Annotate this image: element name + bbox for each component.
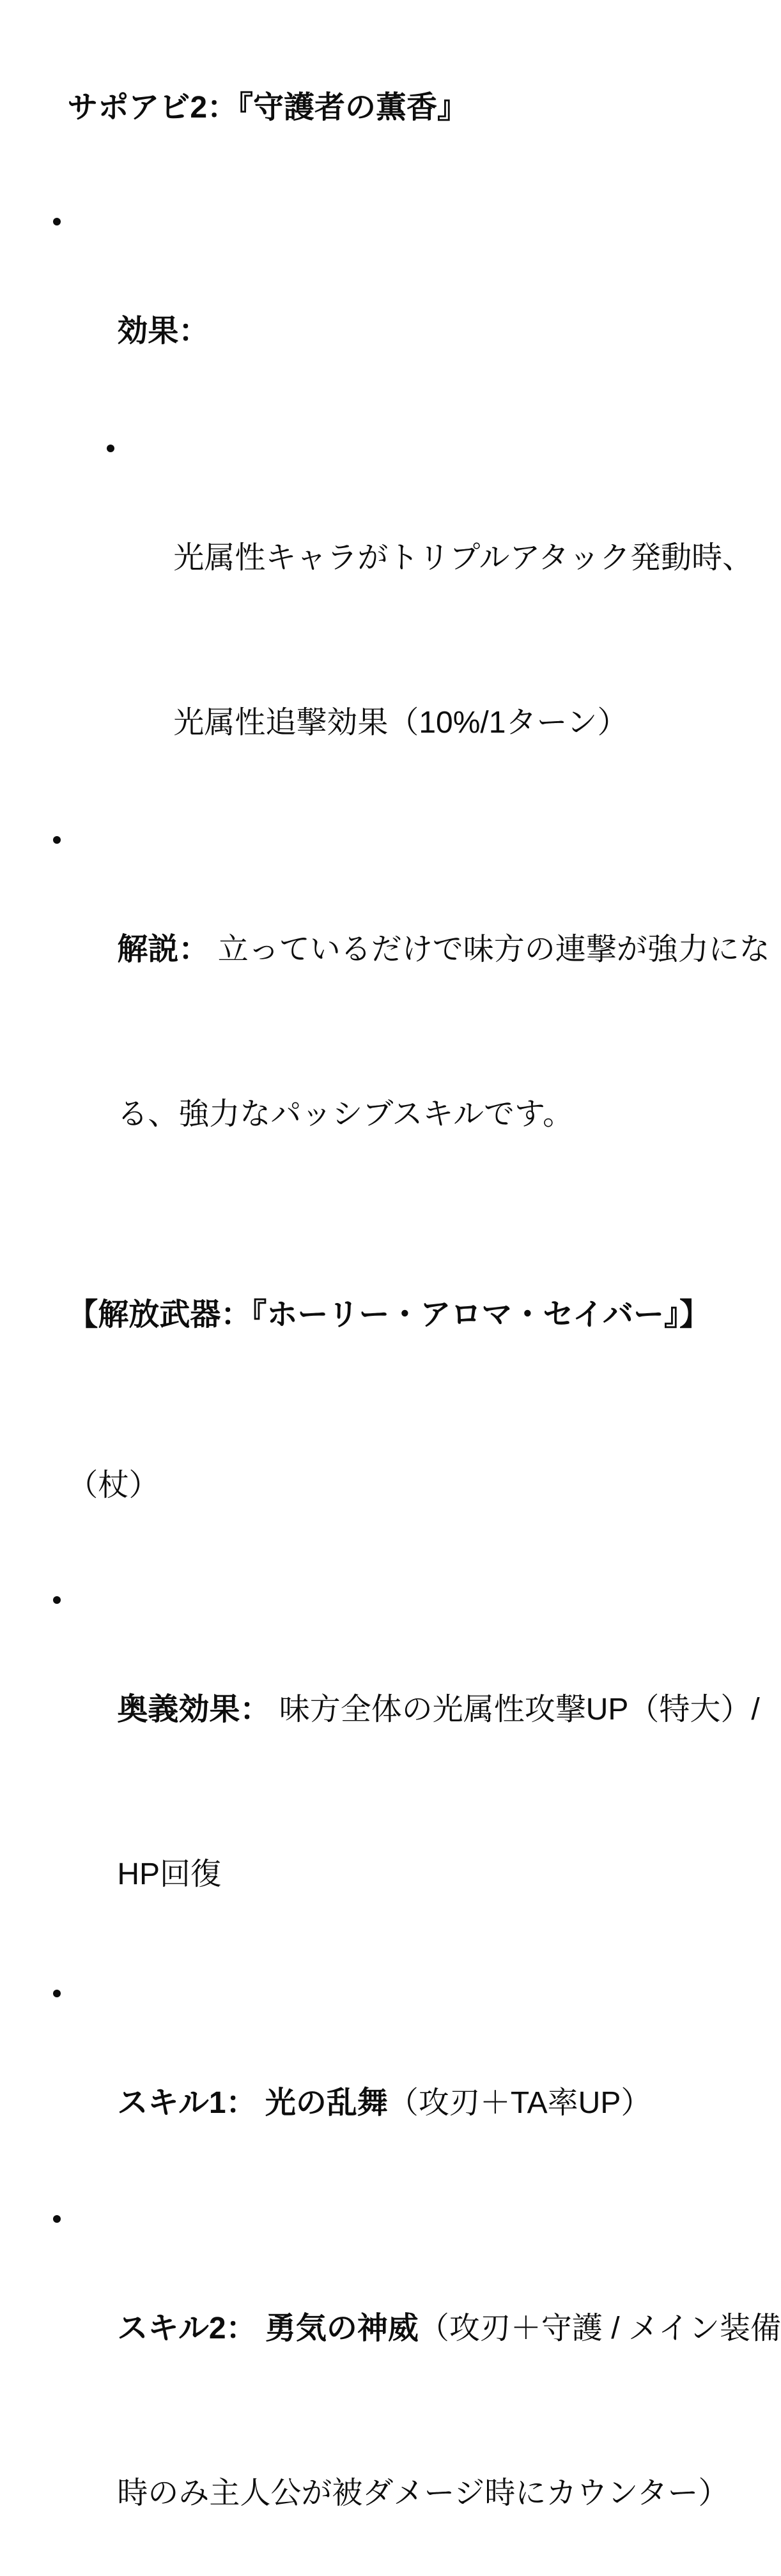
bullet-icon	[53, 1596, 61, 1604]
unlock-weapon-header	[33, 1233, 752, 1398]
bullet-icon	[53, 2215, 61, 2223]
charge-attack-list-item	[33, 1573, 760, 1792]
effect-list-item	[33, 194, 752, 414]
weapon-type	[33, 1403, 752, 1568]
support-ability-title	[33, 26, 752, 190]
skill1-label: スキル1： 光の乱舞	[117, 2086, 388, 2120]
skill2-label: スキル2： 勇気の神威	[117, 2312, 419, 2345]
commentary-line2: る、強力なパッシブスキルです。	[117, 1097, 574, 1131]
effect-detail-list-item	[33, 421, 752, 641]
commentary-continuation	[33, 1032, 752, 1197]
effect-label: 効果：	[117, 314, 210, 348]
charge-attack-line2: HP回復	[117, 1857, 222, 1891]
bullet-icon	[53, 836, 61, 844]
effect-detail-line1: 光属性キャラがトリプルアタック発動時、	[173, 541, 754, 575]
skill2-continuation	[33, 2411, 752, 2576]
weapon-type-text: （杖）	[67, 1468, 160, 1502]
charge-attack-line1: 味方全体の光属性攻撃UP（特大）/	[270, 1693, 760, 1726]
unlock-weapon-header-text: 【解放武器：『ホーリー・アロマ・セイバー』】	[67, 1298, 710, 1332]
skill2-line1: （攻刃＋守護 / メイン装備	[418, 2312, 781, 2345]
skill1-list-item	[33, 1966, 752, 2186]
charge-attack-label: 奥義効果：	[117, 1693, 271, 1726]
commentary-line1: 立っているだけで味方の連撃が強力にな	[209, 933, 770, 966]
commentary-list-item	[33, 812, 770, 1032]
skill2-list-item	[33, 2191, 781, 2411]
effect-detail-continuation	[33, 641, 752, 805]
effect-detail-line2: 光属性追撃効果（10%/1ターン）	[173, 706, 628, 740]
charge-attack-continuation	[33, 1792, 752, 1957]
support-ability-title-text: サポアビ2：『守護者の薫香』	[67, 91, 468, 125]
bullet-icon	[53, 1990, 61, 1997]
skill2-line2: 時のみ主人公が被ダメージ時にカウンター）	[117, 2476, 729, 2510]
commentary-label: 解説：	[117, 933, 210, 966]
bullet-icon	[53, 218, 61, 225]
bullet-icon	[107, 445, 114, 452]
skill1-text: （攻刃＋TA率UP）	[387, 2086, 652, 2120]
